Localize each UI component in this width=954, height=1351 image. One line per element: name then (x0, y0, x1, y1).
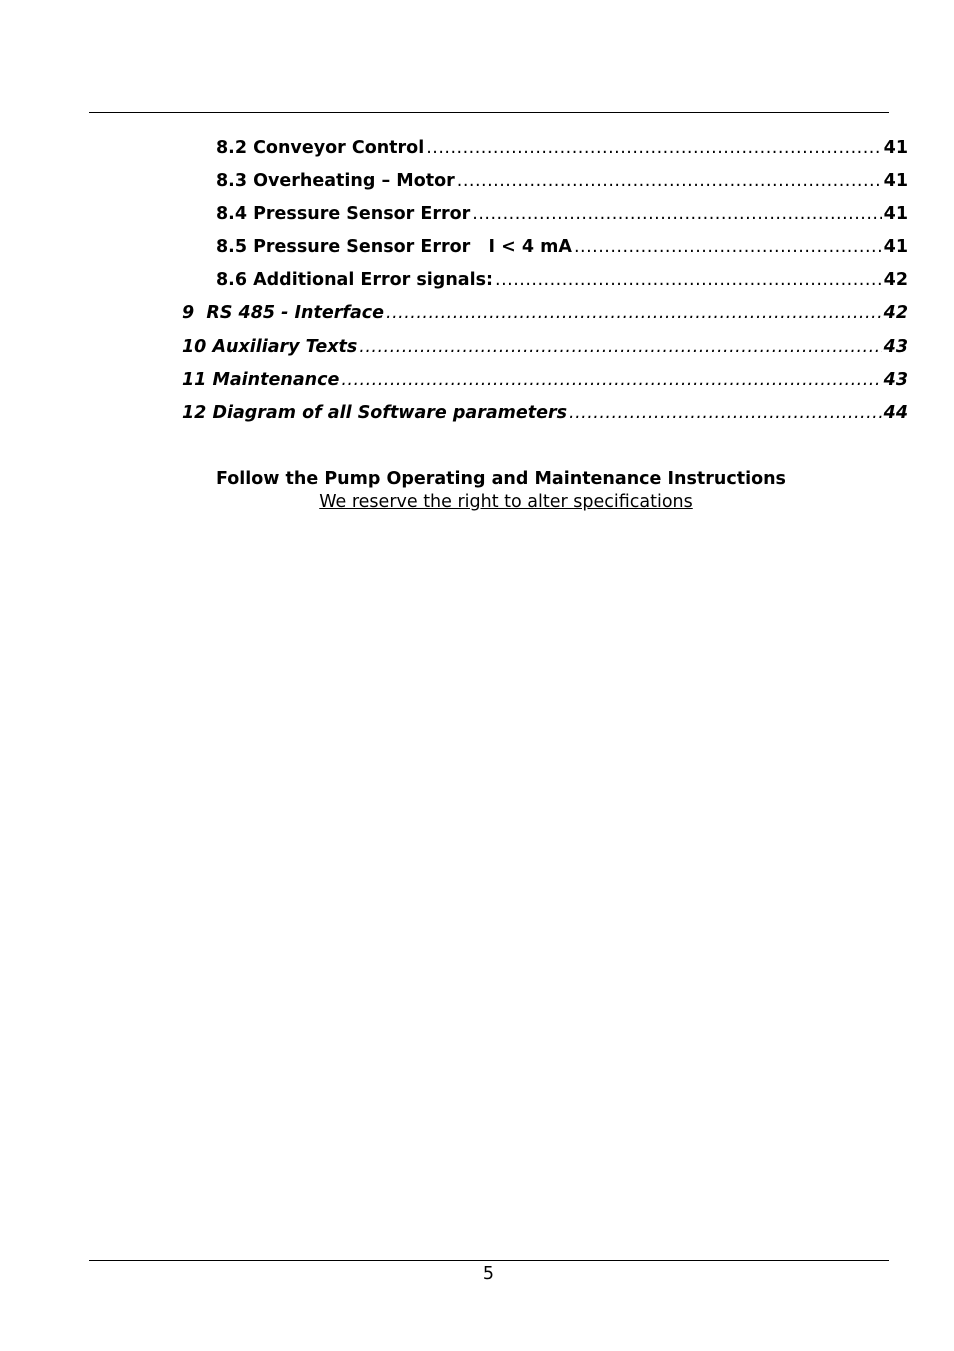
toc-entry-title: 11 Maintenance (182, 370, 340, 390)
toc-dot-leader (426, 136, 881, 160)
toc-entry-title: 8.3 Overheating – Motor (216, 171, 455, 191)
toc-entry-8-5[interactable] (216, 235, 908, 259)
toc-entry-12[interactable] (182, 401, 908, 425)
toc-dot-leader (472, 202, 881, 226)
toc-entry-title: 9 RS 485 - Interface (182, 303, 385, 323)
toc-entry-8-6[interactable] (216, 268, 908, 292)
reserve-rights-notice (0, 490, 954, 514)
footer-rule (89, 1260, 889, 1261)
toc-entry-title: 8.5 Pressure Sensor Error I < 4 mA (216, 237, 572, 257)
toc-entry-title: 10 Auxiliary Texts (182, 337, 358, 357)
toc-entry-title: 12 Diagram of all Software parameters (182, 403, 568, 423)
toc-entry-page: 44 (883, 403, 908, 423)
reserve-rights-text: We reserve the right to alter specifications (319, 492, 693, 512)
toc-entry-9[interactable] (182, 301, 908, 325)
toc-entry-11[interactable] (182, 368, 908, 392)
toc-entry-page: 42 (883, 303, 908, 323)
toc-entry-page: 43 (883, 337, 908, 357)
toc-entry-title: 8.4 Pressure Sensor Error (216, 204, 471, 224)
toc-entry-8-2[interactable] (216, 136, 908, 160)
toc-dot-leader (341, 368, 881, 392)
toc-dot-leader (359, 335, 881, 359)
instructions-notice: Follow the Pump Operating and Maintenance Instructions (216, 469, 786, 489)
toc-entry-title: 8.6 Additional Error signals: (216, 270, 494, 290)
toc-entry-8-3[interactable] (216, 169, 908, 193)
toc-entry-page: 41 (883, 204, 908, 224)
toc-entry-page: 41 (883, 237, 908, 257)
toc-entry-10[interactable] (182, 335, 908, 359)
toc-entry-page: 42 (883, 270, 908, 290)
toc-dot-leader (457, 169, 882, 193)
toc-dot-leader (386, 301, 882, 325)
header-rule (89, 112, 889, 113)
toc-dot-leader (495, 268, 882, 292)
toc-dot-leader (569, 401, 882, 425)
toc-dot-leader (574, 235, 882, 259)
toc-entry-page: 41 (883, 171, 908, 191)
toc-entry-8-4[interactable] (216, 202, 908, 226)
toc-entry-title: 8.2 Conveyor Control (216, 138, 425, 158)
page-number: 5 (482, 1264, 495, 1284)
toc-entry-page: 43 (883, 370, 908, 390)
toc-entry-page: 41 (883, 138, 908, 158)
